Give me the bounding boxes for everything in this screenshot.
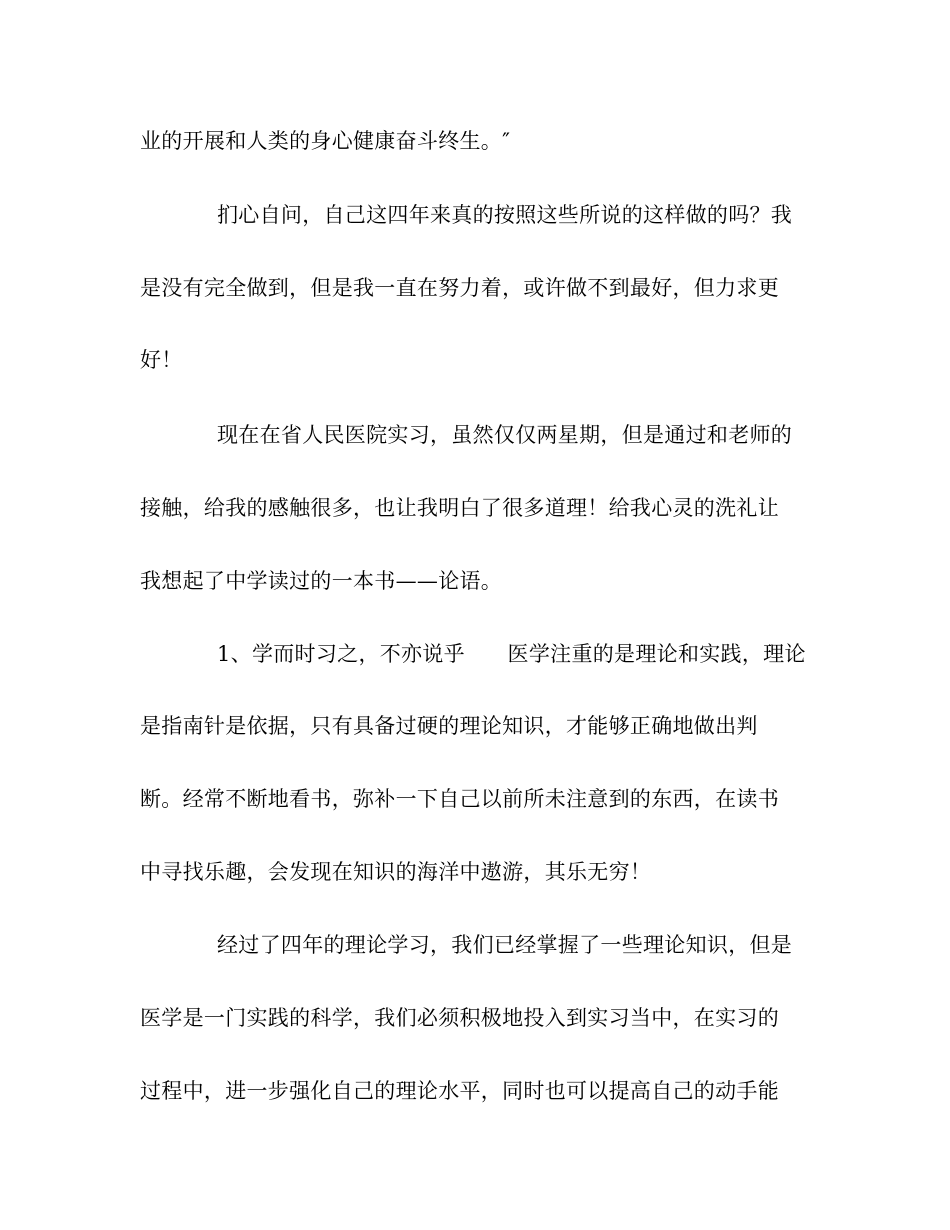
text-line: 断。经常不断地看书，弥补一下自己以前所未注意到的东西，在读书 <box>140 787 779 811</box>
text-line: 经过了四年的理论学习，我们已经掌握了一些理论知识，但是 <box>217 933 793 957</box>
text-line: 是指南针是依据，只有具备过硬的理论知识，才能够正确地做出判 <box>140 714 758 738</box>
text-line: 1、学而时习之，不亦说乎 医学注重的是理论和实践，理论 <box>217 642 806 666</box>
text-line: 现在在省人民医院实习，虽然仅仅两星期，但是通过和老师的 <box>217 423 793 447</box>
text-line: 是没有完全做到，但是我一直在努力着，或许做不到最好，但力求更 <box>140 276 779 300</box>
text-line: 我想起了中学读过的一本书——论语。 <box>140 569 503 593</box>
text-line: 医学是一门实践的科学，我们必须积极地投入到实习当中，在实习的 <box>140 1006 779 1030</box>
text-line: 接触，给我的感触很多，也让我明白了很多道理！给我心灵的洗礼让 <box>140 496 779 520</box>
text-line: 中寻找乐趣，会发现在知识的海洋中遨游，其乐无穷！ <box>140 860 652 884</box>
text-line: 扪心自问，自己这四年来真的按照这些所说的这样做的吗？我 <box>217 203 793 227</box>
text-line: 过程中，进一步强化自己的理论水平，同时也可以提高自己的动手能 <box>140 1079 779 1103</box>
text-line: 好！ <box>140 348 183 372</box>
text-line: 业的开展和人类的身心健康奋斗终生。″ <box>140 129 511 153</box>
